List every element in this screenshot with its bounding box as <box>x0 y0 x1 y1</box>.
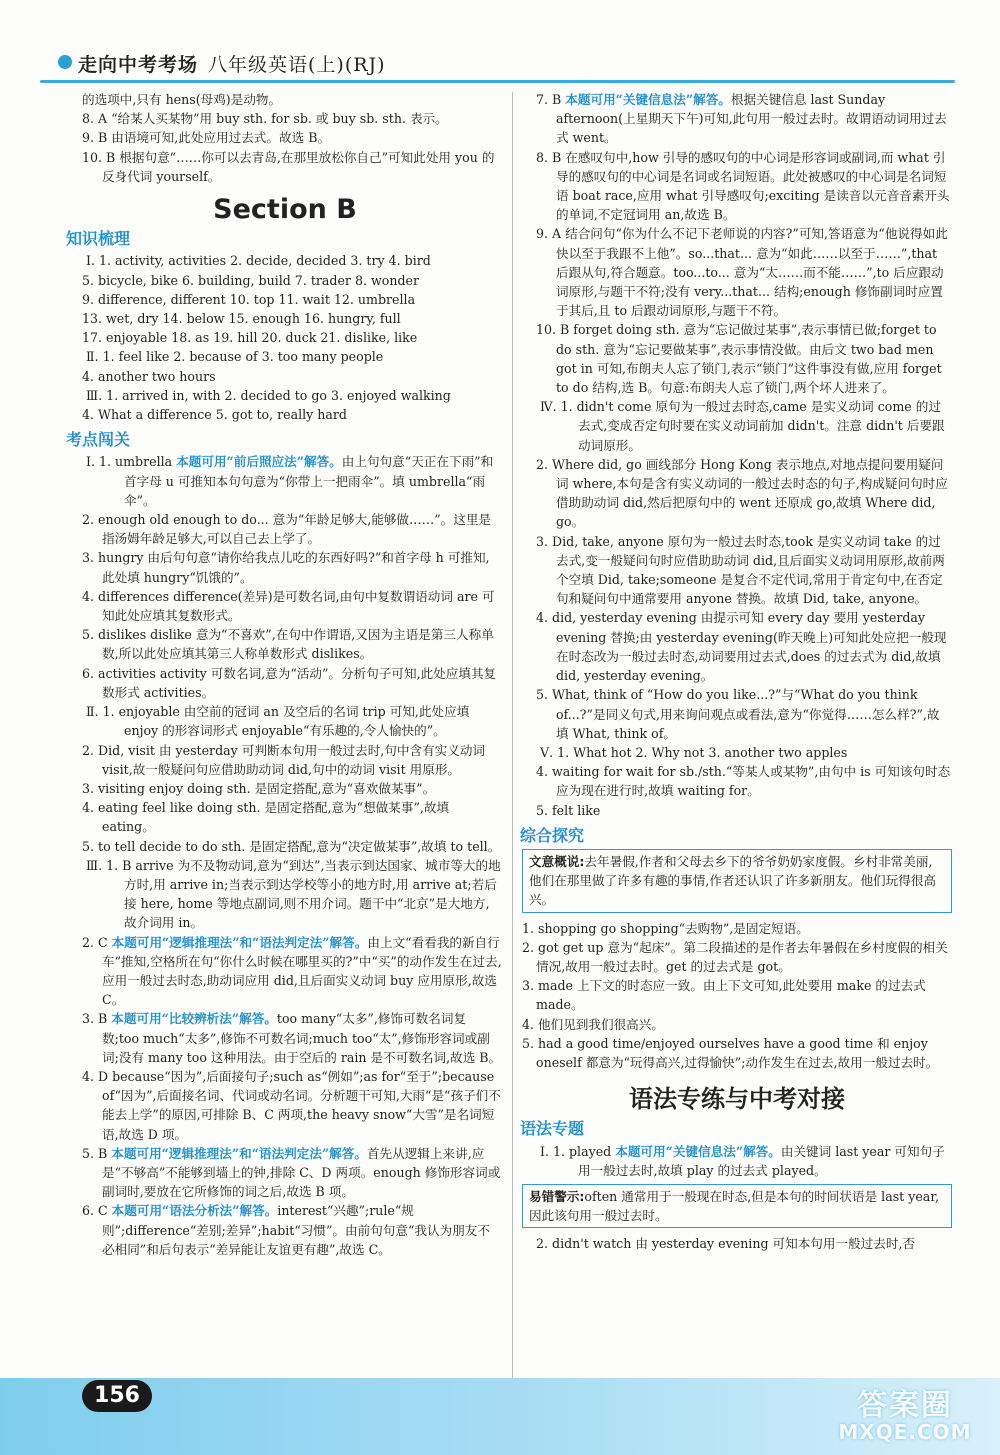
answer-text: 10. B forget doing sth. 意为“忘记做过某事”,表示事情已做;forget to do sth. 意为“忘记要做某事”,表示事情没做。由后文 two bad men got in 可知,布朗夫人忘了锁门,表示“锁门”这件事没有做,应用 forget to do 结构,选 B。句意:布朗夫人忘了锁门,两个坏人进来了。 <box>536 322 942 396</box>
answer-text: 4. another two hours <box>82 368 216 384</box>
answer-item <box>68 271 502 290</box>
subsection-heading: 知识梳理 <box>66 229 131 249</box>
answer-item <box>522 743 952 762</box>
answer-item <box>68 779 502 798</box>
header-bullet-icon <box>58 55 72 69</box>
answer-text: 的选项中,只有 hens(母鸡)是动物。 <box>82 92 282 107</box>
answer-text: 2. enough old enough to do... 意为“年龄足够大,能够做……”。这里是指汤姆年龄足够大,可以自己去上学了。 <box>82 512 492 547</box>
answer-item <box>68 290 502 309</box>
answer-text: Ⅰ. 1. activity, activities 2. decide, decided 3. try 4. bird <box>86 253 431 269</box>
answer-item <box>68 625 502 663</box>
answer-item <box>68 367 502 386</box>
answer-item <box>68 741 502 779</box>
answer-item <box>68 251 502 270</box>
answer-text: Ⅰ. 1. played <box>540 1143 616 1159</box>
answer-text: 5. to tell decide to do sth. 是固定搭配,意为“决定做某事”,故填 to tell。 <box>82 838 501 854</box>
answer-text: Ⅳ. 1. didn't come 原句为一般过去时态,came 是实义动词 come 的过去式,变成否定句时要在实义动词前加 didn't。注意 didn't 后要跟动词原形。 <box>540 399 945 453</box>
answer-item <box>68 587 502 625</box>
answer-explanation: 根据关键信息 last Sunday afternoon(上星期天下午)可知,此句用一般过去时。故谓语动词用过去式 went。 <box>556 92 947 146</box>
header-title <box>78 50 386 77</box>
answer-text: 5. bicycle, bike 6. building, build 7. trader 8. wonder <box>82 272 419 288</box>
watermark-top: 答案圈 <box>857 1388 953 1423</box>
answer-item <box>68 452 502 510</box>
watermark-bottom: MXQE.COM <box>838 1420 972 1444</box>
method-tip: 本题可用“语法分析法”解答。 <box>111 1203 278 1219</box>
answer-text: Ⅱ. 1. feel like 2. because of 3. too many people <box>86 349 384 365</box>
note-box-text: 去年暑假,作者和父母去乡下的爷爷奶奶家度假。乡村非常美丽,他们在那里做了许多有趣的事情,作者还认识了许多新朋友。他们玩得很高兴。 <box>529 853 937 908</box>
answer-explanation: 由上文“看看我的新自行车”推知,空格所在句“你什么时候在哪里买的?”中“买”的动作发生在过去,应用一般过去时态,助动词应用 did,且后面实义动词 buy 应用原形,故选 C。 <box>102 934 502 1008</box>
answer-item <box>68 109 502 128</box>
method-tip: 本题可用“关键信息法”解答。 <box>565 92 731 107</box>
answer-text: 2. didn't watch 由 yesterday evening 可知本句用一般过去时,否 <box>536 1236 916 1252</box>
answer-item <box>68 328 502 347</box>
answer-text: 9. B 由语境可知,此处应用过去式。故选 B。 <box>82 130 331 146</box>
subsection-heading: 语法专题 <box>520 1119 585 1139</box>
column-divider <box>512 92 513 1382</box>
answer-text: 2. Did, visit 由 yesterday 可判断本句用一般过去时,句中含有实义动词 visit,故一般疑问句应借助助动词 did,句中的动词 visit 用原形。 <box>82 742 486 777</box>
page-number: 156 <box>82 1380 152 1412</box>
note-box-label: 文意概说: <box>529 853 585 869</box>
answer-item <box>68 347 502 366</box>
answer-text: 2. Where did, go 画线部分 Hong Kong 表示地点,对地点提问要用疑问词 where,本句是含有实义动词的一般过去时态的句子,构成疑问句时应借助助动词 did,然后把原句中的 went 还原成 go,故填 Where did, go。 <box>536 456 948 530</box>
subsection-heading: 综合探究 <box>520 825 585 845</box>
answer-text: 9. A 结合问句“你为什么不记下老师说的内容?”可知,答语意为“他说得如此快以至于我跟不上他”。so...that... 意为“如此……以至于……”,that 后跟从句,符合题意。too...to... 意为“太……而不能……”,to 后应跟动词原形,与题干不符;没有 very...that... 结构;enough 修饰副词时应置于其后,且 to 后跟动词原形,与题干不符。 <box>536 226 948 319</box>
answer-text: 5. had a good time/enjoyed ourselves have a good time 和 enjoy oneself 都意为“玩得高兴,过得愉快”;动作发生在过去,故用一般过去时。 <box>522 1035 939 1070</box>
answer-text: 9. difference, different 10. top 11. wait 12. umbrella <box>82 291 416 307</box>
answer-item <box>522 1034 952 1072</box>
header-rule <box>40 80 955 83</box>
answer-item <box>522 320 952 397</box>
answer-text: 3. made 上下文的时态应一致。由上下文可知,此处要用 make 的过去式 made。 <box>522 978 926 1013</box>
answer-item <box>68 1009 502 1067</box>
answer-text: 4. eating feel like doing sth. 是固定搭配,意为“想做某事”,故填 eating。 <box>82 800 450 835</box>
answer-item <box>68 702 502 740</box>
answer-text: 4. D because“因为”,后面接句子;such as“例如”;as for“至于”;because of“因为”,后面接名词、代词或动名词。分析题干可知,大雨“是“孩子们不能去上学”的原因,可排除 B、C 两项,the heavy snow“大雪”是名词短语,故选 D 项。 <box>82 1068 501 1142</box>
answer-explanation: too many“太多”,修饰可数名词复数;too much“太多”,修饰不可数名词;much too“太”,修饰形容词或副词;没有 many too 这种用法。由于空后的 rain 是不可数名词,故选 B。 <box>102 1011 502 1065</box>
subsection-heading: 考点闯关 <box>66 430 131 450</box>
answer-item <box>522 455 952 532</box>
answer-item <box>522 919 952 938</box>
answer-item <box>68 1067 502 1144</box>
answer-item <box>522 1234 952 1253</box>
answer-item <box>68 1144 502 1202</box>
method-tip: 本题可用“逻辑推理法”和“语法判定法”解答。 <box>111 1145 367 1161</box>
answer-item <box>68 798 502 836</box>
answer-item <box>522 148 952 225</box>
answer-text: 3. hungry 由后句句意“请你给我点儿吃的东西好吗?”和首字母 h 可推知,此处填 hungry“饥饿的”。 <box>82 550 490 585</box>
method-tip: 本题可用“比较辨析法”解答。 <box>111 1011 277 1027</box>
answer-item <box>522 976 952 1014</box>
answer-text: 17. enjoyable 18. as 19. hill 20. duck 21. dislike, like <box>82 330 418 346</box>
answer-item <box>522 762 952 800</box>
answer-text: 5. B <box>82 1145 112 1161</box>
answer-item <box>522 397 952 455</box>
answer-text: 13. wet, dry 14. below 15. enough 16. hungry, full <box>82 311 401 327</box>
left-column <box>68 90 502 1259</box>
answer-item <box>68 510 502 548</box>
answer-item <box>68 1201 502 1259</box>
answer-item <box>522 1015 952 1034</box>
answer-item <box>68 856 502 933</box>
answer-text: 4. differences difference(差异)是可数名词,由句中复数谓语动词 are 可知此处应填其复数形式。 <box>82 588 495 624</box>
answer-item <box>522 1142 952 1180</box>
answer-item <box>522 685 952 743</box>
answer-item <box>68 933 502 1010</box>
answer-text: Ⅲ. 1. B arrive 为不及物动词,意为“到达”,当表示到达国家、城市等大的地方时,用 arrive in;当表示到达学校等小的地方时,用 arrive at;若后接 here, home 等地点副词,则不用介词。题干中“北京”是大地方,故介词用 in。 <box>86 857 501 931</box>
answer-explanation: 由关键词 last year 可知句子用一般过去时,故填 play 的过去式 played。 <box>578 1143 945 1178</box>
answer-item <box>522 224 952 320</box>
answer-text: 4. 他们见到我们很高兴。 <box>522 1016 664 1032</box>
page-header <box>0 0 1000 90</box>
answer-item <box>68 837 502 856</box>
answer-text: 4. What a difference 5. got to, really hard <box>82 407 347 423</box>
answer-text: 1. shopping go shopping“去购物”,是固定短语。 <box>522 920 809 936</box>
answer-item <box>68 90 502 109</box>
answer-text: 5. dislikes dislike 意为“不喜欢”,在句中作谓语,又因为主语是第三人称单数,所以此处应填其第三人称单数形式 dislikes。 <box>82 627 494 662</box>
answer-text: Ⅰ. 1. umbrella <box>86 454 177 470</box>
answer-item <box>68 386 502 405</box>
answer-text: 6. C <box>82 1203 112 1219</box>
answer-explanation: 由上句句意“天正在下雨”和首字母 u 可推知本句句意为“你带上一把雨伞”。填 umbrella“雨伞”。 <box>124 454 494 508</box>
method-tip: 本题可用“逻辑推理法”和“语法判定法”解答。 <box>111 934 368 950</box>
answer-text: 4. did, yesterday evening 由提示可知 every day 要用 yesterday evening 替换;由 yesterday evening(昨天晚上)可知此处应把一般现在时态改为一般过去时态,动词要用过去式,does 的过去式为 did,故填 did, yesterday evening。 <box>536 610 947 684</box>
answer-explanation: interest“兴趣”;rule“规则”;difference“差别;差异”;habit“习惯”。由前句句意“我认为朋友不必相同”和后句表示“差异能让友谊更有趣”,故选 C。 <box>102 1203 490 1257</box>
answer-text: 7. B <box>536 92 566 107</box>
answer-item <box>522 90 952 148</box>
method-tip: 本题可用“前后照应法”解答。 <box>176 454 342 470</box>
right-column <box>522 90 952 1254</box>
answer-text: 3. visiting enjoy doing sth. 是固定搭配,意为“喜欢做某事”。 <box>82 780 436 796</box>
answer-text: Ⅴ. 1. What hot 2. Why not 3. another two apples <box>540 744 848 760</box>
note-box <box>522 1184 952 1228</box>
note-box-label: 易错警示: <box>529 1188 585 1204</box>
answer-item <box>522 608 952 685</box>
answer-text: Ⅱ. 1. enjoyable 由空前的冠词 an 及空后的名词 trip 可知,此处应填 enjoy 的形容词形式 enjoyable“有乐趣的,令人愉快的”。 <box>86 704 470 739</box>
answer-text: 3. B <box>82 1011 112 1027</box>
answer-text: 5. What, think of “How do you like...?”与“What do you think of...?”是同义句式,用来询问观点或看法,意为“你觉得……怎么样?”,故填 What, think of。 <box>536 687 940 741</box>
answer-text: 8. B 在感叹句中,how 引导的感叹句的中心词是形容词或副词,而 what 引导的感叹句的中心词是名词或名词短语。此处被感叹的中心词是名词短语 boat race,应用 what 引导感叹句;exciting 是读音以元音音素开头的单词,不定冠词用 an,故选 B。 <box>536 149 950 223</box>
answer-item <box>68 309 502 328</box>
answer-item <box>522 801 952 820</box>
answer-item <box>522 532 952 609</box>
note-box-text: often 通常用于一般现在时态,但是本句的时间状语是 last year,因此该句用一般过去时。 <box>529 1188 939 1224</box>
answer-text: 6. activities activity 可数名词,意为“活动”。分析句子可知,此处应填其复数形式 activities。 <box>82 665 497 700</box>
answer-item <box>68 548 502 586</box>
method-tip: 本题可用“关键信息法”解答。 <box>615 1143 781 1159</box>
answer-item <box>68 405 502 424</box>
answer-text: Ⅲ. 1. arrived in, with 2. decided to go 3. enjoyed walking <box>86 387 451 403</box>
answer-item <box>68 148 502 186</box>
answer-item <box>522 938 952 976</box>
answer-item <box>68 664 502 702</box>
book-subtitle: 八年级英语(上)(RJ) <box>208 54 386 76</box>
answer-text: 8. A “给某人买某物”用 buy sth. for sb. 或 buy sb. sth. 表示。 <box>82 111 448 127</box>
series-title: 走向中考考场 <box>78 54 199 76</box>
answer-text: 5. felt like <box>536 802 601 818</box>
answer-text: 4. waiting for wait for sb./sth.“等某人或某物”,由句中 is 可知该句时态应为现在进行时,故填 waiting for。 <box>536 764 951 799</box>
chapter-title: 语法专练与中考对接 <box>629 1085 845 1114</box>
answer-text: 10. B 根据句意“……你可以去青岛,在那里放松你自己”可知此处用 you 的反身代词 yourself。 <box>82 149 495 184</box>
watermark <box>835 1380 975 1450</box>
answer-text: 3. Did, take, anyone 原句为一般过去时态,took 是实义动词 take 的过去式,变一般疑问句时应借助助动词 did,且后面实义动词用原形,故前两个空填 Did, take;someone 是复合不定代词,常用于肯定句中,在否定句和疑问句中通常要用 anyone 替换。故填 Did, take, anyone。 <box>536 533 945 607</box>
answer-text: 2. C <box>82 934 112 950</box>
note-box <box>522 849 952 913</box>
section-title: Section B <box>213 194 357 226</box>
answer-text: 2. got get up 意为“起床”。第二段描述的是作者去年暑假在乡村度假的相关情况,故用一般过去时。get 的过去式是 got。 <box>522 939 948 974</box>
answer-explanation: 首先从逻辑上来讲,应是“不够高”不能够到墙上的钟,排除 C、D 两项。enough 修饰形容词或副词时,要放在它所修饰的词之后,故选 B 项。 <box>102 1145 501 1200</box>
answer-item <box>68 128 502 147</box>
